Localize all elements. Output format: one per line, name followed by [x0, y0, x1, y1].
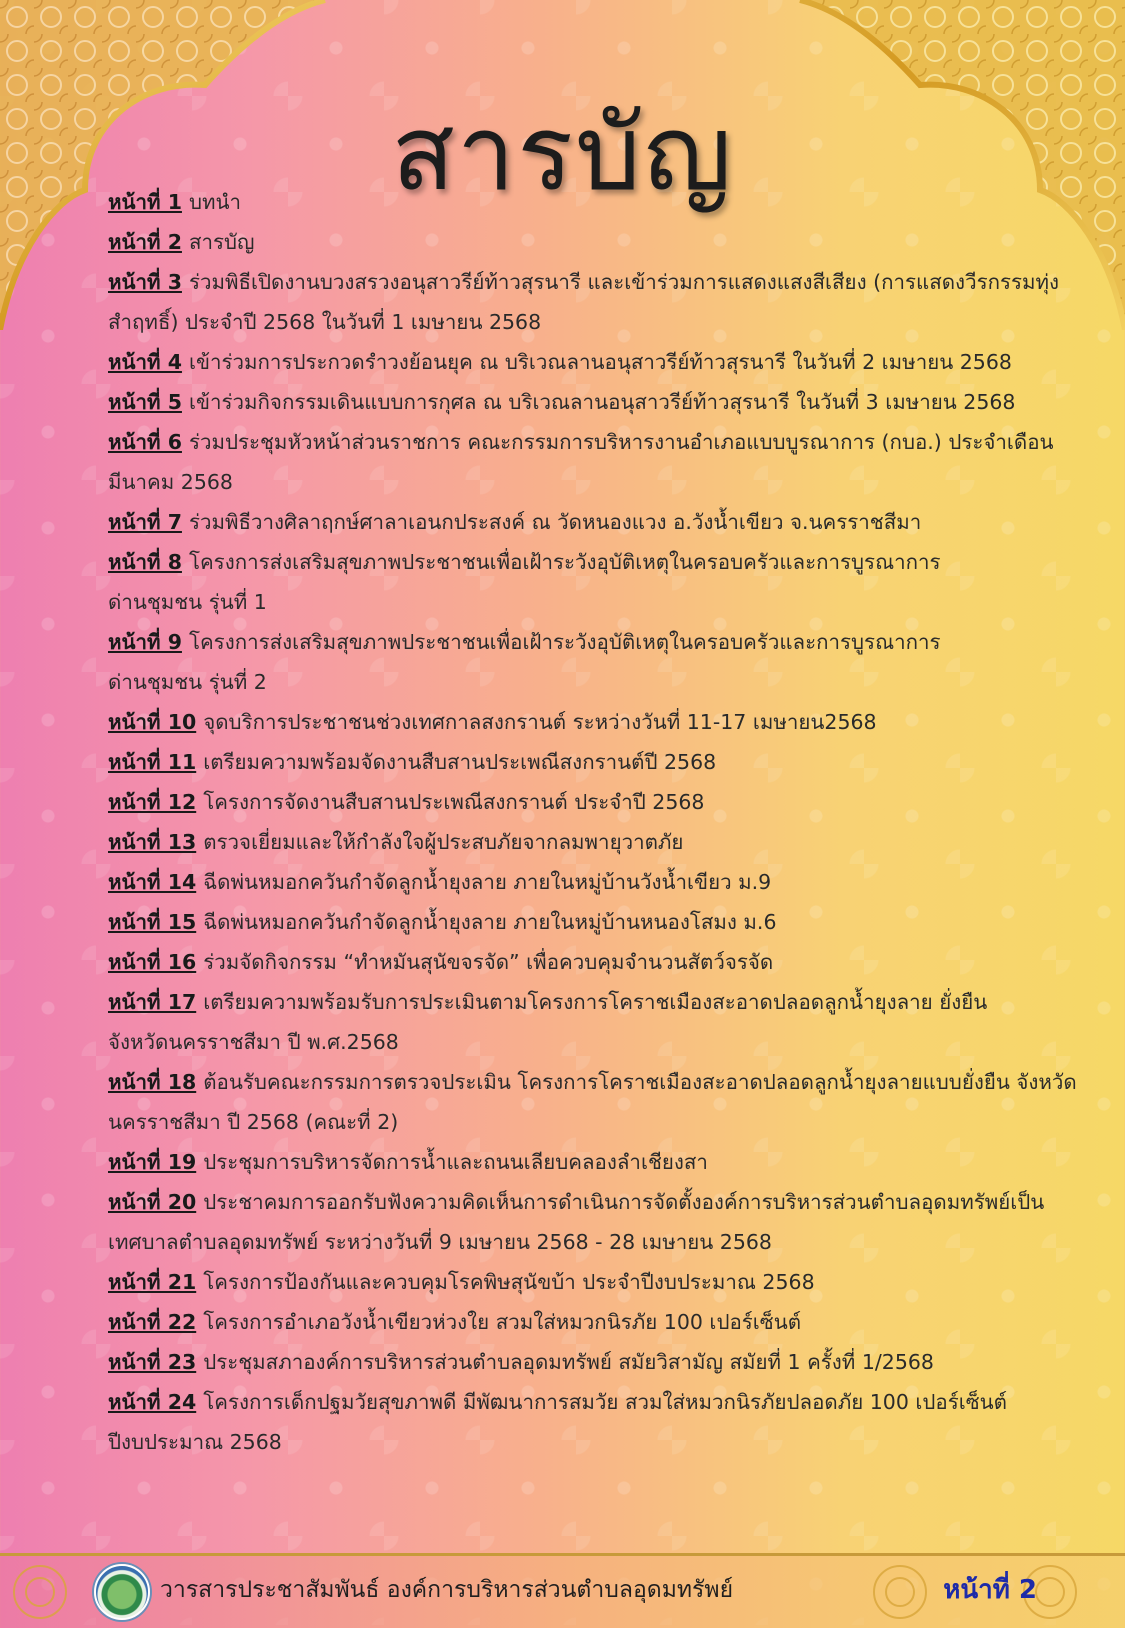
toc-entry-line	[108, 862, 1093, 902]
toc-entry-text: ด่านชุมชน รุ่นที่ 1	[108, 590, 267, 614]
toc-page-label[interactable]: หน้าที่ 24	[108, 1390, 197, 1414]
toc-page-label[interactable]: หน้าที่ 21	[108, 1270, 197, 1294]
toc-entry-line	[108, 1142, 1093, 1182]
toc-entry-line	[108, 702, 1093, 742]
toc-page-label[interactable]: หน้าที่ 16	[108, 950, 197, 974]
toc-entry-line	[108, 582, 1093, 622]
toc-entry-line	[108, 662, 1093, 702]
toc-entry-line	[108, 822, 1093, 862]
toc-page-label[interactable]: หน้าที่ 20	[108, 1190, 197, 1214]
toc-page-label[interactable]: หน้าที่ 7	[108, 510, 182, 534]
page-number: หน้าที่ 2	[943, 1575, 1037, 1605]
toc-entry-line	[108, 502, 1093, 542]
toc-entry-text: เข้าร่วมกิจกรรมเดินแบบการกุศล ณ บริเวณลานอนุสาวรีย์ท้าวสุรนารี ในวันที่ 3 เมษายน 2568	[188, 390, 1016, 414]
toc-entry-text: ร่วมพิธีเปิดงานบวงสรวงอนุสาวรีย์ท้าวสุรนารี และเข้าร่วมการแสดงแสงสีเสียง (การแสดงวีรกรรมทุ่ง	[188, 270, 1060, 294]
journal-name: วารสารประชาสัมพันธ์ องค์การบริหารส่วนตำบลอุดมทรัพย์	[160, 1577, 734, 1603]
toc-entry-text: ฉีดพ่นหมอกควันกำจัดลูกน้ำยุงลาย ภายในหมู่บ้านหนองโสมง ม.6	[203, 910, 777, 934]
toc-entry-text: เข้าร่วมการประกวดรำวงย้อนยุค ณ บริเวณลานอนุสาวรีย์ท้าวสุรนารี ในวันที่ 2 เมษายน 2568	[188, 350, 1012, 374]
toc-entry-text: ต้อนรับคณะกรรมการตรวจประเมิน โครงการโคราชเมืองสะอาดปลอดลูกน้ำยุงลายแบบยั่งยืน จังหวัด	[203, 1070, 1077, 1094]
toc-entry-text: ประชุมการบริหารจัดการน้ำและถนนเลียบคลองลำเชียงสา	[203, 1150, 708, 1174]
toc-entry-line	[108, 982, 1093, 1022]
toc-entry-text: สำฤทธิ์) ประจำปี 2568 ในวันที่ 1 เมษายน 2568	[108, 310, 542, 334]
toc-entry-text: บทนำ	[188, 190, 242, 214]
toc-entry-text: ประชาคมการออกรับฟังความคิดเห็นการดำเนินการจัดตั้งองค์การบริหารส่วนตำบลอุดมทรัพย์เป็น	[203, 1190, 1045, 1214]
footer-bar	[0, 1553, 1125, 1628]
toc-entry-line	[108, 302, 1093, 342]
toc-entry-text: เตรียมความพร้อมรับการประเมินตามโครงการโคราชเมืองสะอาดปลอดลูกน้ำยุงลาย ยั่งยืน	[203, 990, 988, 1014]
toc-entry-text: เทศบาลตำบลอุดมทรัพย์ ระหว่างวันที่ 9 เมษายน 2568 - 28 เมษายน 2568	[108, 1230, 772, 1254]
toc-page-label[interactable]: หน้าที่ 11	[108, 750, 197, 774]
toc-entry-line	[108, 262, 1093, 302]
toc-entry-line	[108, 782, 1093, 822]
toc-entry-line	[108, 462, 1093, 502]
toc-entry-text: ตรวจเยี่ยมและให้กำลังใจผู้ประสบภัยจากลมพายุวาตภัย	[203, 830, 684, 854]
toc-entry-text: โครงการส่งเสริมสุขภาพประชาชนเพื่อเฝ้าระวังอุบัติเหตุในครอบครัวและการบูรณาการ	[188, 630, 941, 654]
toc-entry-line	[108, 222, 1093, 262]
toc-entry-line	[108, 1382, 1093, 1422]
toc-entry-text: โครงการป้องกันและควบคุมโรคพิษสุนัขบ้า ประจำปีงบประมาณ 2568	[203, 1270, 815, 1294]
toc-entry-line	[108, 542, 1093, 582]
toc-page-label[interactable]: หน้าที่ 9	[108, 630, 182, 654]
toc-page-label[interactable]: หน้าที่ 17	[108, 990, 197, 1014]
toc-entry-line	[108, 1062, 1093, 1102]
toc-entry-text: ร่วมประชุมหัวหน้าส่วนราชการ คณะกรรมการบริหารงานอำเภอแบบบูรณาการ (กบอ.) ประจำเดือน	[188, 430, 1054, 454]
page-title: สารบัญ	[391, 92, 734, 214]
toc-entry-text: มีนาคม 2568	[108, 470, 233, 494]
toc-entry-text: เตรียมความพร้อมจัดงานสืบสานประเพณีสงกรานต์ปี 2568	[203, 750, 717, 774]
toc-page-label[interactable]: หน้าที่ 1	[108, 190, 182, 214]
toc-page-label[interactable]: หน้าที่ 12	[108, 790, 197, 814]
toc-entry-line	[108, 1222, 1093, 1262]
toc-entry-text: ประชุมสภาองค์การบริหารส่วนตำบลอุดมทรัพย์ สมัยวิสามัญ สมัยที่ 1 ครั้งที่ 1/2568	[203, 1350, 934, 1374]
toc-entry-text: โครงการจัดงานสืบสานประเพณีสงกรานต์ ประจำปี 2568	[203, 790, 705, 814]
toc-page-label[interactable]: หน้าที่ 22	[108, 1310, 197, 1334]
toc-entry-text: ร่วมพิธีวางศิลาฤกษ์ศาลาเอนกประสงค์ ณ วัดหนองแวง อ.วังน้ำเขียว จ.นครราชสีมา	[188, 510, 922, 534]
toc-entry-line	[108, 942, 1093, 982]
organization-logo	[94, 1564, 150, 1620]
toc-entry-line	[108, 1302, 1093, 1342]
toc-entry-text: นครราชสีมา ปี 2568 (คณะที่ 2)	[108, 1110, 399, 1134]
toc-entry-text: โครงการส่งเสริมสุขภาพประชาชนเพื่อเฝ้าระวังอุบัติเหตุในครอบครัวและการบูรณาการ	[188, 550, 941, 574]
toc-entry-text: ด่านชุมชน รุ่นที่ 2	[108, 670, 267, 694]
toc-page-label[interactable]: หน้าที่ 6	[108, 430, 182, 454]
toc-entry-text: ฉีดพ่นหมอกควันกำจัดลูกน้ำยุงลาย ภายในหมู่บ้านวังน้ำเขียว ม.9	[203, 870, 772, 894]
toc-entry-line	[108, 1262, 1093, 1302]
toc-entry-text: โครงการเด็กปฐมวัยสุขภาพดี มีพัฒนาการสมวัย สวมใส่หมวกนิรภัยปลอดภัย 100 เปอร์เซ็นต์	[203, 1390, 1007, 1414]
toc-entry-line	[108, 902, 1093, 942]
toc-entry-line	[108, 742, 1093, 782]
toc-entry-text: โครงการอำเภอวังน้ำเขียวห่วงใย สวมใส่หมวกนิรภัย 100 เปอร์เซ็นต์	[203, 1310, 802, 1334]
toc-page-label[interactable]: หน้าที่ 5	[108, 390, 182, 414]
toc-entry-text: จังหวัดนครราชสีมา ปี พ.ศ.2568	[108, 1030, 399, 1054]
toc-page-label[interactable]: หน้าที่ 18	[108, 1070, 197, 1094]
toc-page-label[interactable]: หน้าที่ 19	[108, 1150, 197, 1174]
toc-page-label[interactable]: หน้าที่ 2	[108, 230, 182, 254]
toc-entry-line	[108, 1422, 1093, 1462]
toc-page-label[interactable]: หน้าที่ 8	[108, 550, 182, 574]
toc-page-label[interactable]: หน้าที่ 13	[108, 830, 197, 854]
toc-entry-line	[108, 1182, 1093, 1222]
toc-entry-line	[108, 622, 1093, 662]
toc-page-label[interactable]: หน้าที่ 3	[108, 270, 182, 294]
toc-entry-line	[108, 1022, 1093, 1062]
toc-page-label[interactable]: หน้าที่ 14	[108, 870, 197, 894]
toc-entry-line	[108, 182, 1093, 222]
toc-entry-text: ร่วมจัดกิจกรรม “ทำหมันสุนัขจรจัด” เพื่อควบคุมจำนวนสัตว์จรจัด	[203, 950, 774, 974]
toc-entry-text: สารบัญ	[188, 230, 255, 254]
toc-page-label[interactable]: หน้าที่ 23	[108, 1350, 197, 1374]
toc-entry-line	[108, 1102, 1093, 1142]
toc-page-label[interactable]: หน้าที่ 15	[108, 910, 197, 934]
table-of-contents	[108, 182, 1093, 1462]
toc-entry-text: จุดบริการประชาชนช่วงเทศกาลสงกรานต์ ระหว่างวันที่ 11-17 เมษายน2568	[203, 710, 877, 734]
toc-page-label[interactable]: หน้าที่ 4	[108, 350, 182, 374]
toc-entry-line	[108, 422, 1093, 462]
toc-page-label[interactable]: หน้าที่ 10	[108, 710, 197, 734]
toc-entry-line	[108, 382, 1093, 422]
toc-entry-line	[108, 1342, 1093, 1382]
toc-entry-text: ปีงบประมาณ 2568	[108, 1430, 282, 1454]
toc-entry-line	[108, 342, 1093, 382]
